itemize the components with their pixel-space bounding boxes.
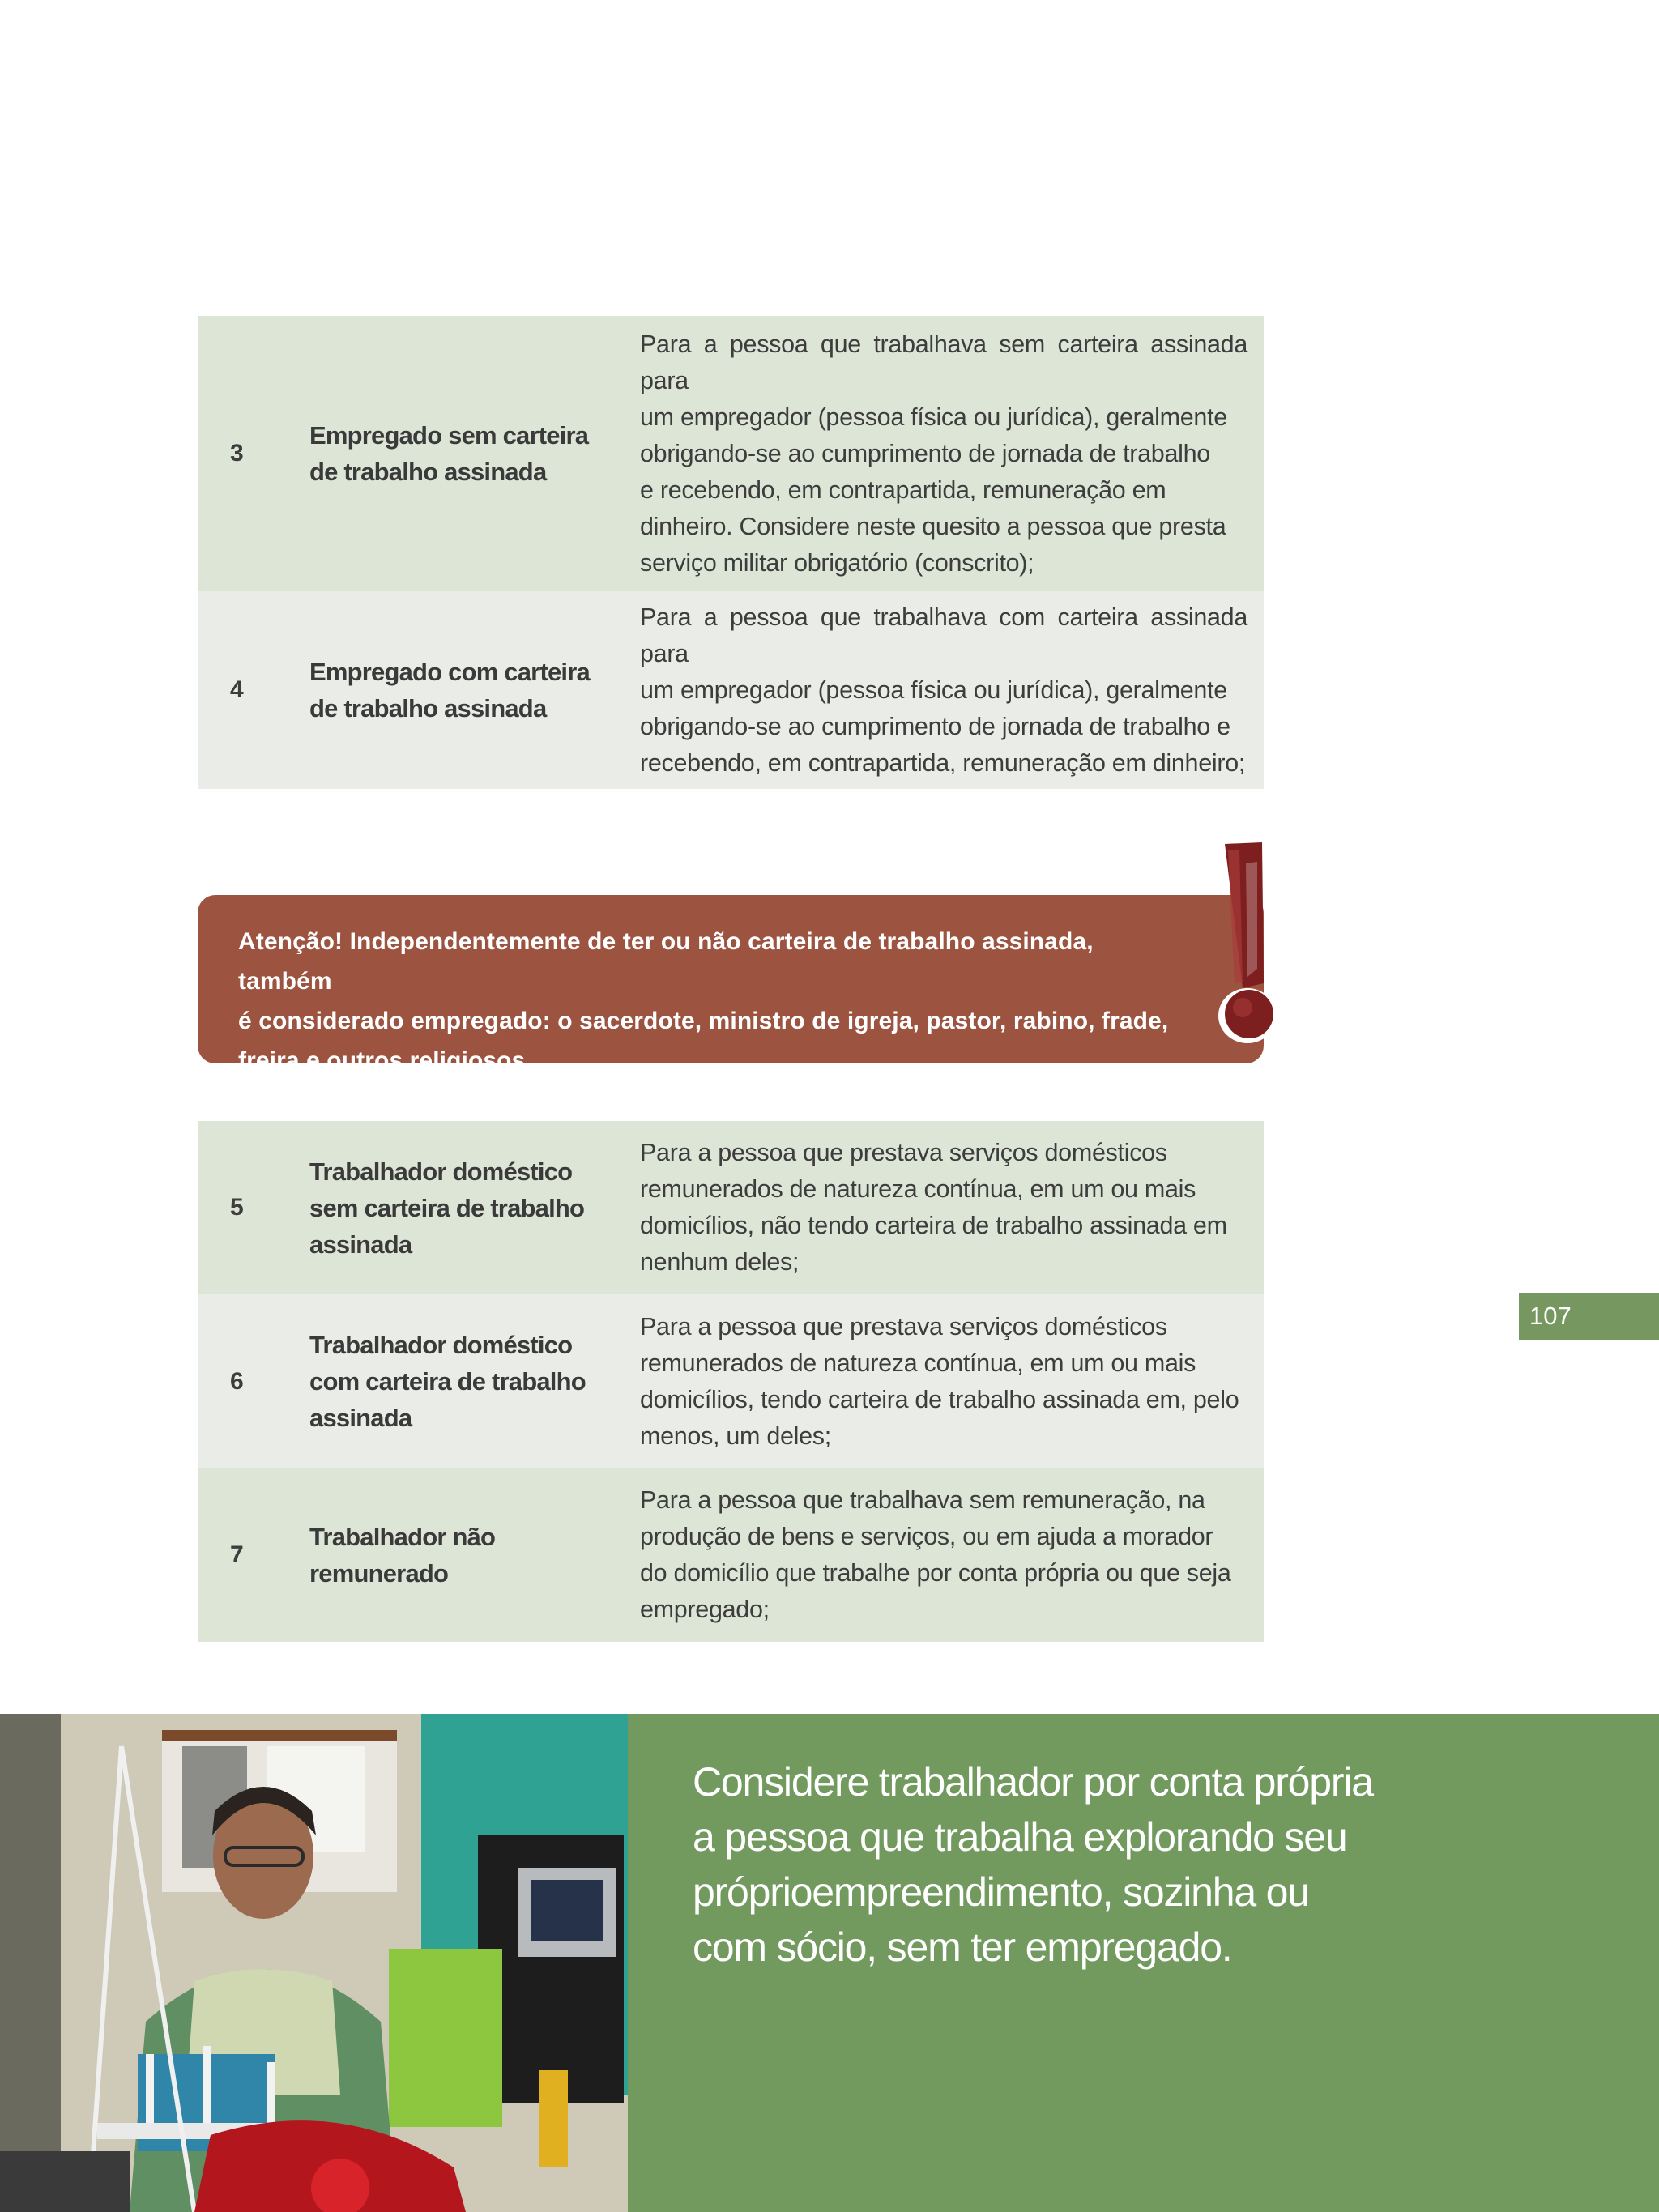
- row-number: 4: [230, 676, 244, 703]
- table-row: [198, 1294, 1264, 1468]
- row-description: Para a pessoa que trabalhava sem carteira assinada para um empregador (pessoa física ou jurídica), geralmente obrigando-se ao cumprimento de jornada de trabalho e recebendo, em contrapartida, remuneração em dinheiro. Considere neste quesito a pessoa que presta serviço militar obrigatório (conscrito);: [640, 330, 1247, 577]
- row-description: Para a pessoa que prestava serviços domésticos remunerados de natureza contínua, em um ou mais domicílios, não tendo carteira de trabalho assinada em nenhum deles;: [640, 1139, 1227, 1276]
- row-number: 3: [230, 440, 244, 467]
- table-row: [198, 316, 1264, 591]
- row-description: Para a pessoa que trabalhava com carteira assinada para um empregador (pessoa física ou jurídica), geralmente obrigando-se ao cumprimento de jornada de trabalho e recebendo, em contrapartida, remuneração em dinheiro;: [640, 603, 1247, 777]
- table-row: [198, 1121, 1264, 1294]
- table-row: [198, 1468, 1264, 1642]
- row-number: 6: [230, 1367, 244, 1395]
- row-description: Para a pessoa que prestava serviços domésticos remunerados de natureza contínua, em um ou mais domicílios, tendo carteira de trabalho assinada em, pelo menos, um deles;: [640, 1312, 1239, 1450]
- table-row: [198, 591, 1264, 789]
- row-category: Empregado sem carteira de trabalho assinada: [309, 421, 589, 486]
- attention-text: Atenção! Independentemente de ter ou não carteira de trabalho assinada, também é considerado empregado: o sacerdote, ministro de igreja, pastor, rabino, frade, freira e outros religiosos.: [238, 928, 1169, 1074]
- row-category: Empregado com carteira de trabalho assinada: [309, 658, 590, 722]
- occupation-table-bottom: [198, 1121, 1264, 1642]
- row-description: Para a pessoa que trabalhava sem remuneração, na produção de bens e serviços, ou em ajuda a morador do domicílio que trabalhe por conta própria ou que seja empregado;: [640, 1486, 1231, 1623]
- row-category: Trabalhador doméstico sem carteira de trabalho assinada: [309, 1157, 585, 1259]
- row-number: 7: [230, 1541, 244, 1568]
- exclamation-icon: [1207, 839, 1288, 1050]
- row-number: 5: [230, 1194, 244, 1221]
- attention-note: [198, 895, 1264, 1074]
- callout-text: Considere trabalhador por conta própria a pessoa que trabalha explorando seu próprioempreendimento, sozinha ou com sócio, sem ter empregado.: [693, 1759, 1373, 1970]
- callout-box: [628, 1714, 1659, 2212]
- row-category: Trabalhador doméstico com carteira de trabalho assinada: [309, 1331, 586, 1432]
- page-number: 107: [1519, 1293, 1659, 1340]
- seamstress-photo: [0, 1714, 628, 2212]
- occupation-table-top: [198, 316, 1264, 789]
- row-category: Trabalhador não remunerado: [309, 1523, 496, 1588]
